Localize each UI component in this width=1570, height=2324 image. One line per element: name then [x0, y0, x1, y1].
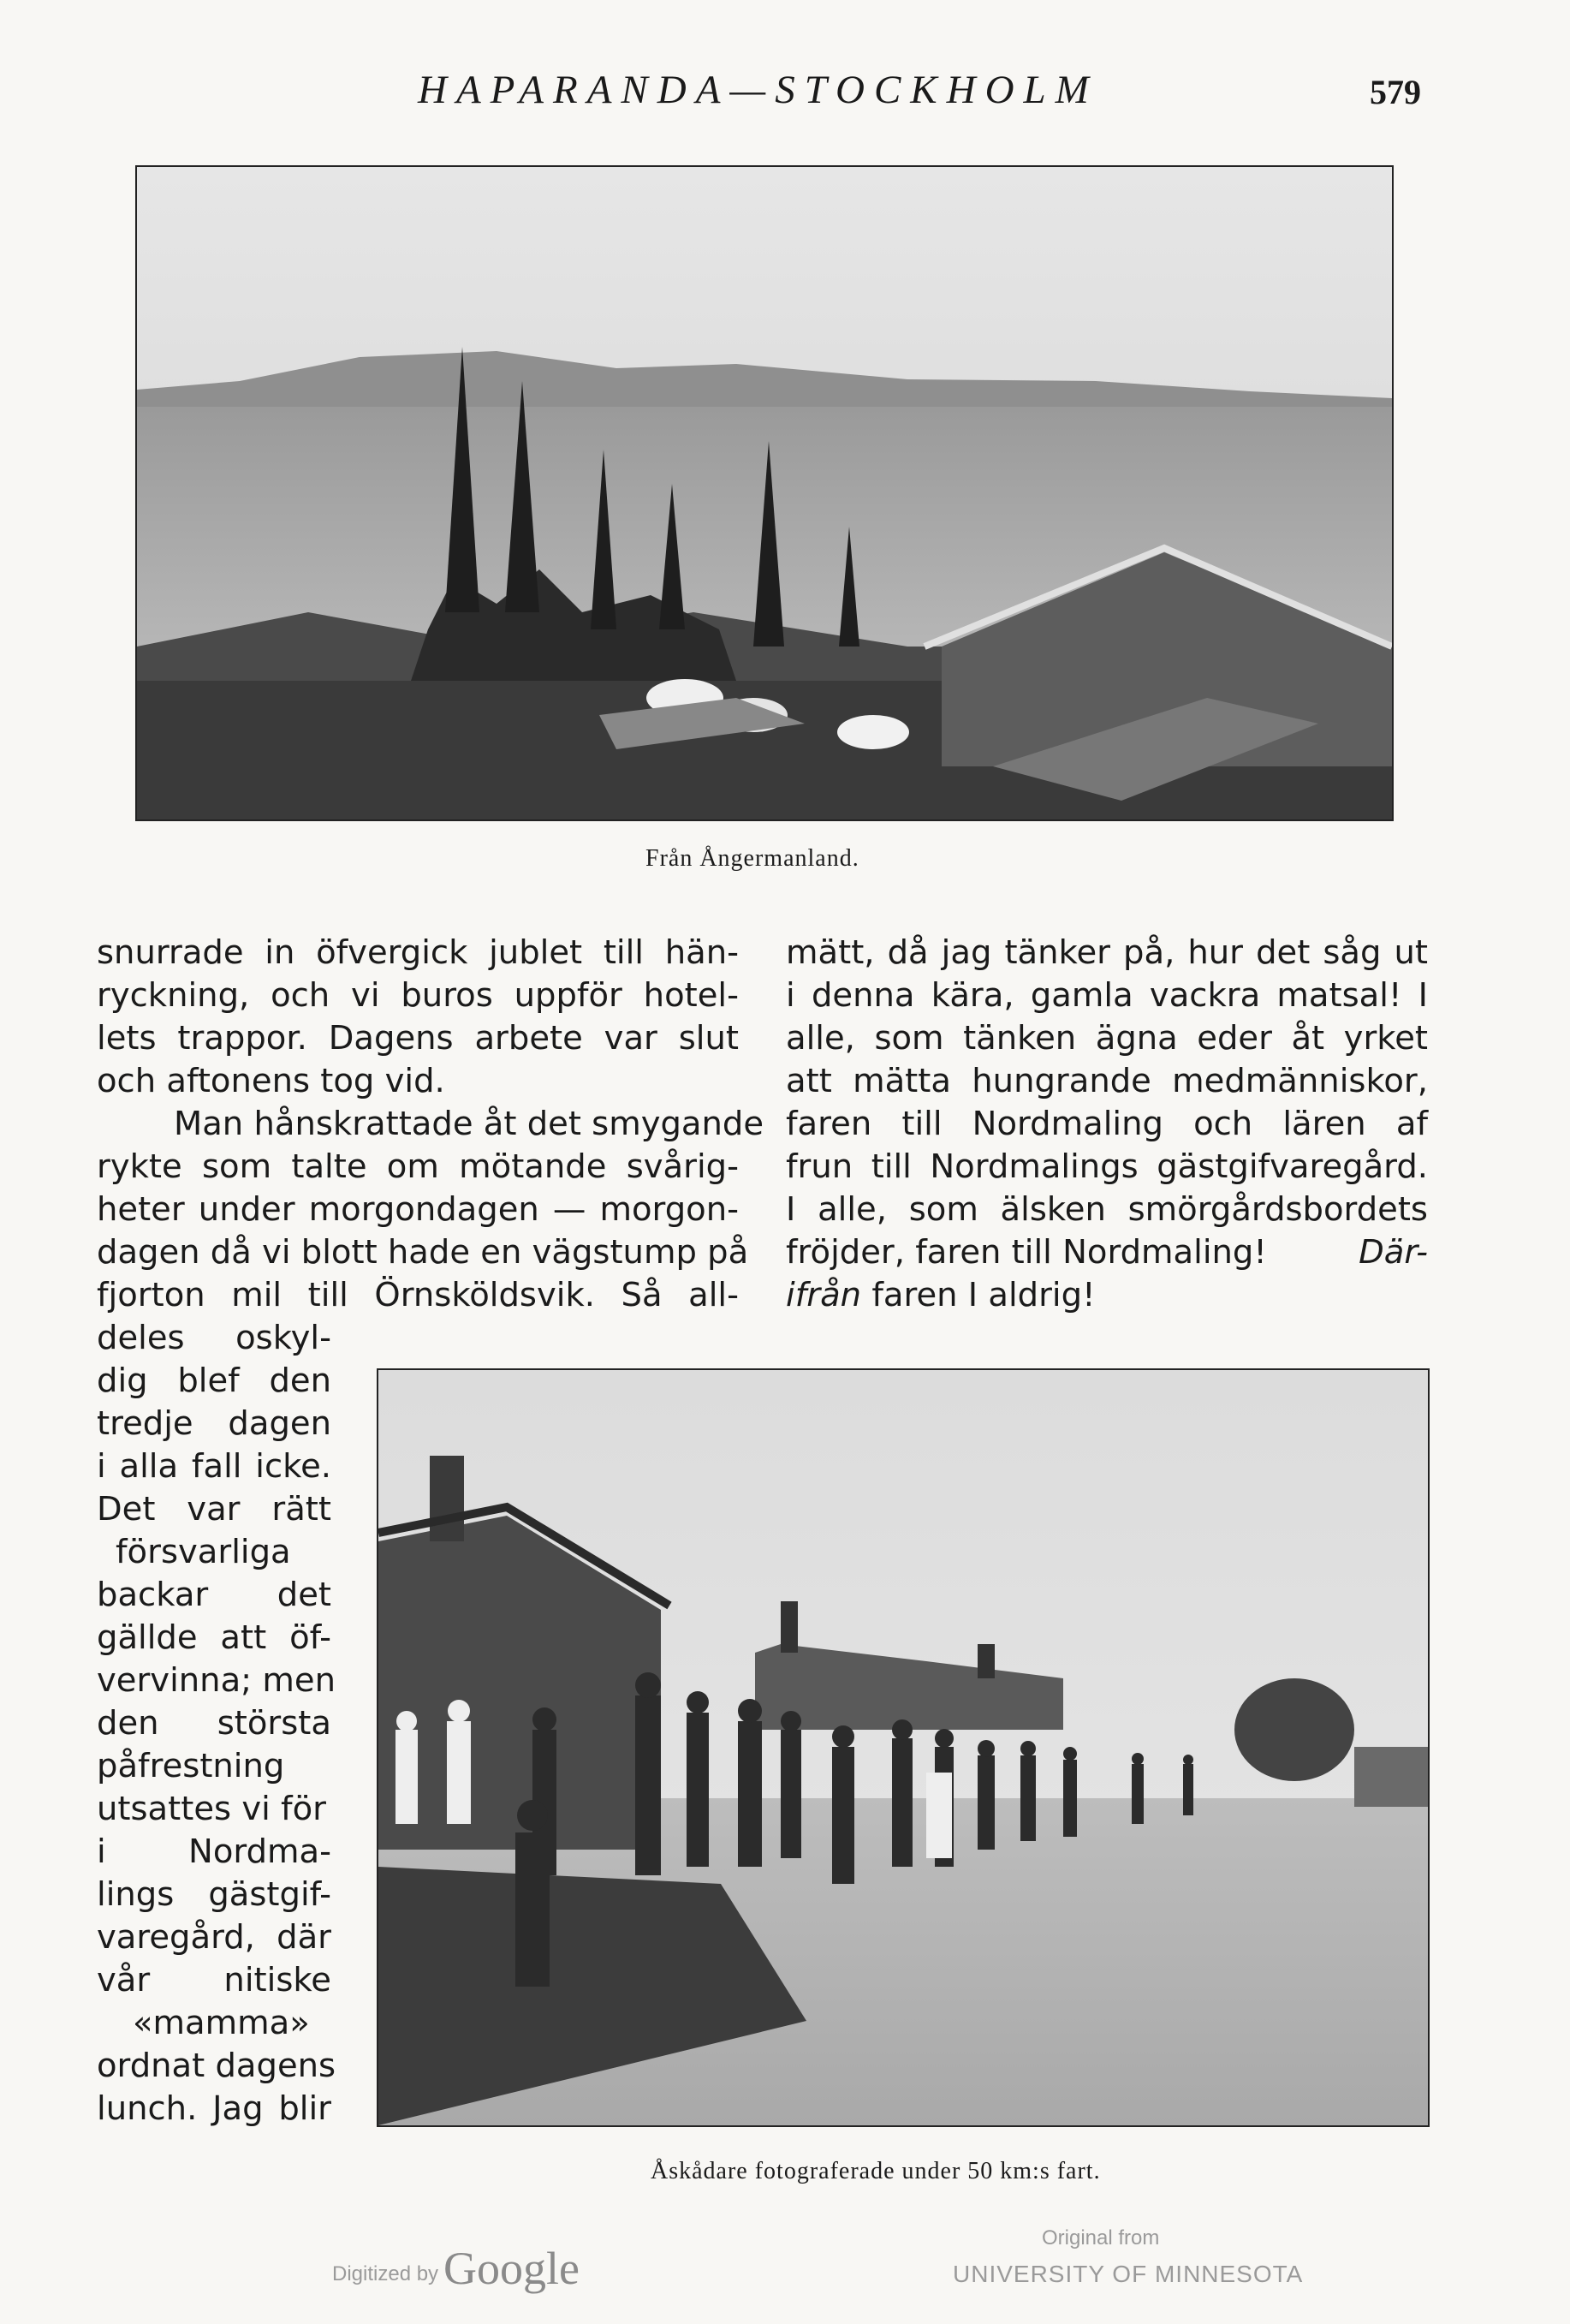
text-line: dagen då vi blott hade en vägstump på [97, 1233, 749, 1272]
text-line [786, 1231, 1428, 1274]
text-line: lunch. Jag blir [97, 2089, 331, 2128]
text-line: snurrade in öfvergick jublet till hän- [97, 933, 739, 972]
text-line: «mamma» [133, 2004, 310, 2042]
photo-spectators [377, 1368, 1430, 2127]
text-line: tredje dagen [97, 1404, 331, 1443]
text-line: försvarliga [116, 1533, 291, 1571]
text-line: gällde att öf- [97, 1618, 331, 1657]
text-line: heter under morgondagen — morgon- [97, 1190, 739, 1229]
google-logo: Google [443, 2243, 580, 2294]
italic-word: ifrån [786, 1276, 862, 1314]
text-line: backar det [97, 1576, 331, 1614]
text-line: och aftonens tog vid. [97, 1062, 445, 1100]
italic-word: Där- [1359, 1233, 1428, 1272]
figure-caption-1: Från Ångermanland. [645, 845, 859, 872]
text-line: lets trappor. Dagens arbete var slut [97, 1019, 739, 1058]
landscape-illustration [137, 167, 1392, 819]
text-line: i denna kära, gamla vackra matsal! I [786, 976, 1428, 1015]
text-line: alle, som tänken ägna eder åt yrket [786, 1019, 1428, 1058]
university-label: UNIVERSITY OF MINNESOTA [953, 2261, 1304, 2287]
text-line: dig blef den [97, 1362, 331, 1400]
text-line: vervinna; men [97, 1661, 336, 1700]
text-line: att mätta hungrande medmänniskor, [786, 1062, 1428, 1100]
text-line: Det var rätt [97, 1490, 331, 1528]
digitized-by-label: Digitized by [332, 2262, 439, 2285]
photo-angermanland [135, 165, 1394, 821]
text-line: varegård, där [97, 1918, 331, 1957]
text-line: vår nitiske [97, 1961, 331, 1999]
text-line: utsattes vi för [97, 1790, 326, 1828]
text-line: frun till Nordmalings gästgifvaregård. [786, 1147, 1428, 1186]
text-line: ordnat dagens [97, 2047, 336, 2085]
text-line: i alla fall icke. [97, 1447, 331, 1486]
running-title: HAPARANDA—STOCKHOLM [418, 68, 1098, 112]
text-line: den största [97, 1704, 331, 1743]
text-line: rykte som talte om mötande svårig- [97, 1147, 739, 1186]
text-line: I alle, som älsken smörgårdsbordets [786, 1190, 1428, 1229]
text-line: fjorton mil till Örnsköldsvik. Så all- [97, 1276, 739, 1314]
text-segment: faren I aldrig! [871, 1276, 1096, 1314]
page-number: 579 [1370, 73, 1421, 111]
text-line: deles oskyl- [97, 1319, 331, 1357]
left-column-paragraph-1 [97, 932, 764, 1317]
text-line [786, 1274, 1428, 1317]
text-line: i Nordma- [97, 1832, 331, 1871]
text-line: lings gästgif- [97, 1875, 331, 1914]
text-line: faren till Nordmaling och lären af [786, 1105, 1428, 1143]
street-crowd-illustration [378, 1370, 1428, 2125]
right-column [786, 932, 1428, 1317]
text-line: ryckning, och vi buros uppför hotel- [97, 976, 739, 1015]
figure-caption-2: Åskådare fotograferade under 50 km:s fart. [651, 2158, 1101, 2184]
text-line: påfrestning [97, 1747, 285, 1785]
original-from-label: Original from [1042, 2226, 1160, 2250]
text-segment: fröjder, faren till Nordmaling! [786, 1233, 1267, 1272]
left-column-narrow [97, 1317, 336, 2130]
text-line: Man hånskrattade åt det smygande [174, 1105, 764, 1143]
text-line: mätt, då jag tänker på, hur det såg ut [786, 933, 1428, 972]
